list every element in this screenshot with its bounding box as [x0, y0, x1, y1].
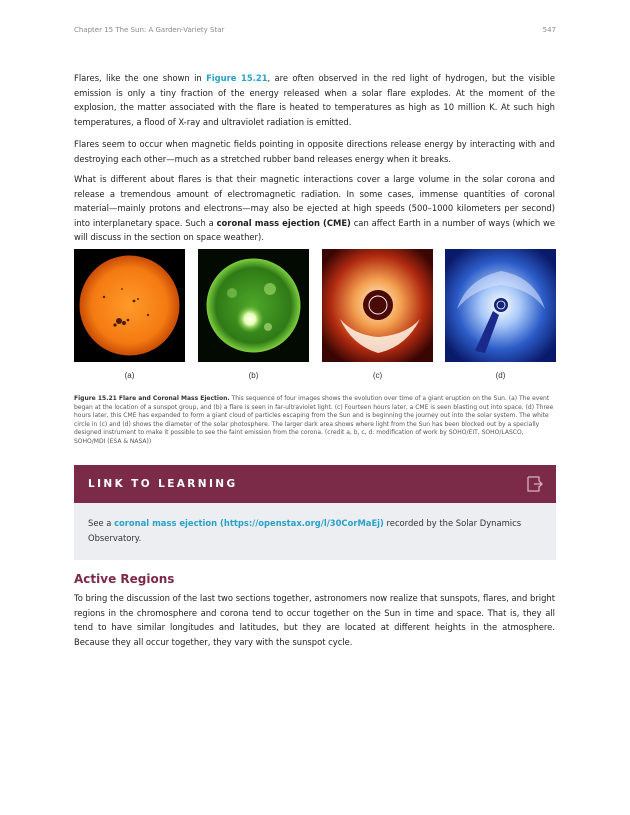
section-heading-active-regions: Active Regions	[74, 572, 175, 586]
cme-video-link[interactable]: coronal mass ejection (https://openstax.org/l/30CorMaEj)	[114, 518, 384, 528]
chapter-title: Chapter 15 The Sun: A Garden-Variety Star	[74, 26, 225, 34]
paragraph-text: What is different about flares is that their magnetic interactions cover a large volume in the solar corona and release a tremendous amount of electromagnetic radiation. In some cases, immense quantities of coronal material—mainly protons and electrons—may also be ejected at high speeds (500–1000 kilometers per second) into interplanetary space. Such a	[74, 174, 555, 228]
paragraph-active-regions: To bring the discussion of the last two sections together, astronomers now realize that sunspots, flares, and bright regions in the chromosphere and corona tend to occur together on the Sun in time and space. That is, they all tend to have similar longitudes and latitudes, but they are located at different heights in the atmosphere. Because they all occur together, they vary with the sunspot cycle.	[74, 593, 555, 647]
panel-c-cme-image	[322, 249, 433, 362]
paragraph-text: Flares, like the one shown in	[74, 73, 207, 83]
page-number: 547	[542, 26, 556, 34]
caption-title: Figure 15.21 Flare and Coronal Mass Ejection.	[74, 395, 230, 402]
link-outro-text: recorded by the Solar Dynamics Observatory.	[88, 518, 522, 543]
panel-a-sunspots-image	[74, 249, 185, 362]
caption-text: This sequence of four images shows the evolution over time of a giant eruption on the Sun. (a) The event began at the location of a sunspot group, and (b) a flare is seen in far-ultraviolet light. (c) Fourteen hours later, a CME is seen blasting out into space. (d) Three hours later, this CME has expanded to form a giant cloud of particles escaping from the Sun and is beginning the journey out into the solar system. The white circle in (c) and (d) shows the diameter of the solar photosphere. The larger dark area shows where light from the Sun has been blocked out by a specially designed instrument to make it possible to see the faint emission from the corona. (credit a, b, c, d: modification of work by SOHO/EIT, SOHO/LASCO, SOHO/MDI (ESA & NASA))	[74, 395, 554, 445]
panel-label-c: (c)	[372, 371, 383, 380]
figure-reference-link[interactable]: Figure 15.21	[206, 73, 268, 83]
paragraph-text: can affect Earth in a number of ways (which we will discuss in the section on space weather).	[74, 217, 555, 243]
ultraviolet-flare-graphic	[198, 249, 309, 362]
link-to-learning-title: LINK TO LEARNING	[88, 478, 238, 490]
sunspot-photosphere-graphic	[74, 249, 185, 362]
running-header	[74, 26, 556, 34]
paragraph-magnetic-fields: Flares seem to occur when magnetic fields pointing in opposite directions release energy by interacting with and destroying each other—much as a stretched rubber band releases energy when it breaks.	[74, 139, 555, 164]
link-to-learning-box	[74, 465, 556, 560]
key-term: coronal mass ejection (CME)	[216, 217, 351, 228]
panel-label-a: (a)	[124, 371, 135, 380]
panel-label-b: (b)	[248, 371, 259, 380]
link-intro-text: See a	[88, 518, 115, 528]
panel-d-expanded-cme-image	[445, 249, 556, 362]
paragraph-cme	[74, 172, 555, 245]
paragraph-flares-intro	[74, 71, 555, 129]
coronal-mass-ejection-graphic	[322, 249, 433, 362]
panel-label-d: (d)	[495, 371, 506, 380]
external-link-icon	[526, 475, 544, 493]
figure-caption	[74, 395, 556, 447]
panel-b-flare-image	[198, 249, 309, 362]
link-to-learning-header	[74, 465, 556, 503]
paragraph-text: , are often observed in the red light of hydrogen, but the visible emission is only a tiny fraction of the energy released when a solar flare explodes. At the moment of the explosion, the matter associated with the flare is heated to temperatures as high as 10 million K. At such high temperatures, a flood of X-ray and ultraviolet radiation is emitted.	[74, 73, 555, 127]
figure-15-21-images	[74, 249, 556, 363]
link-to-learning-text	[88, 516, 538, 545]
expanded-cme-cloud-graphic	[445, 249, 556, 362]
